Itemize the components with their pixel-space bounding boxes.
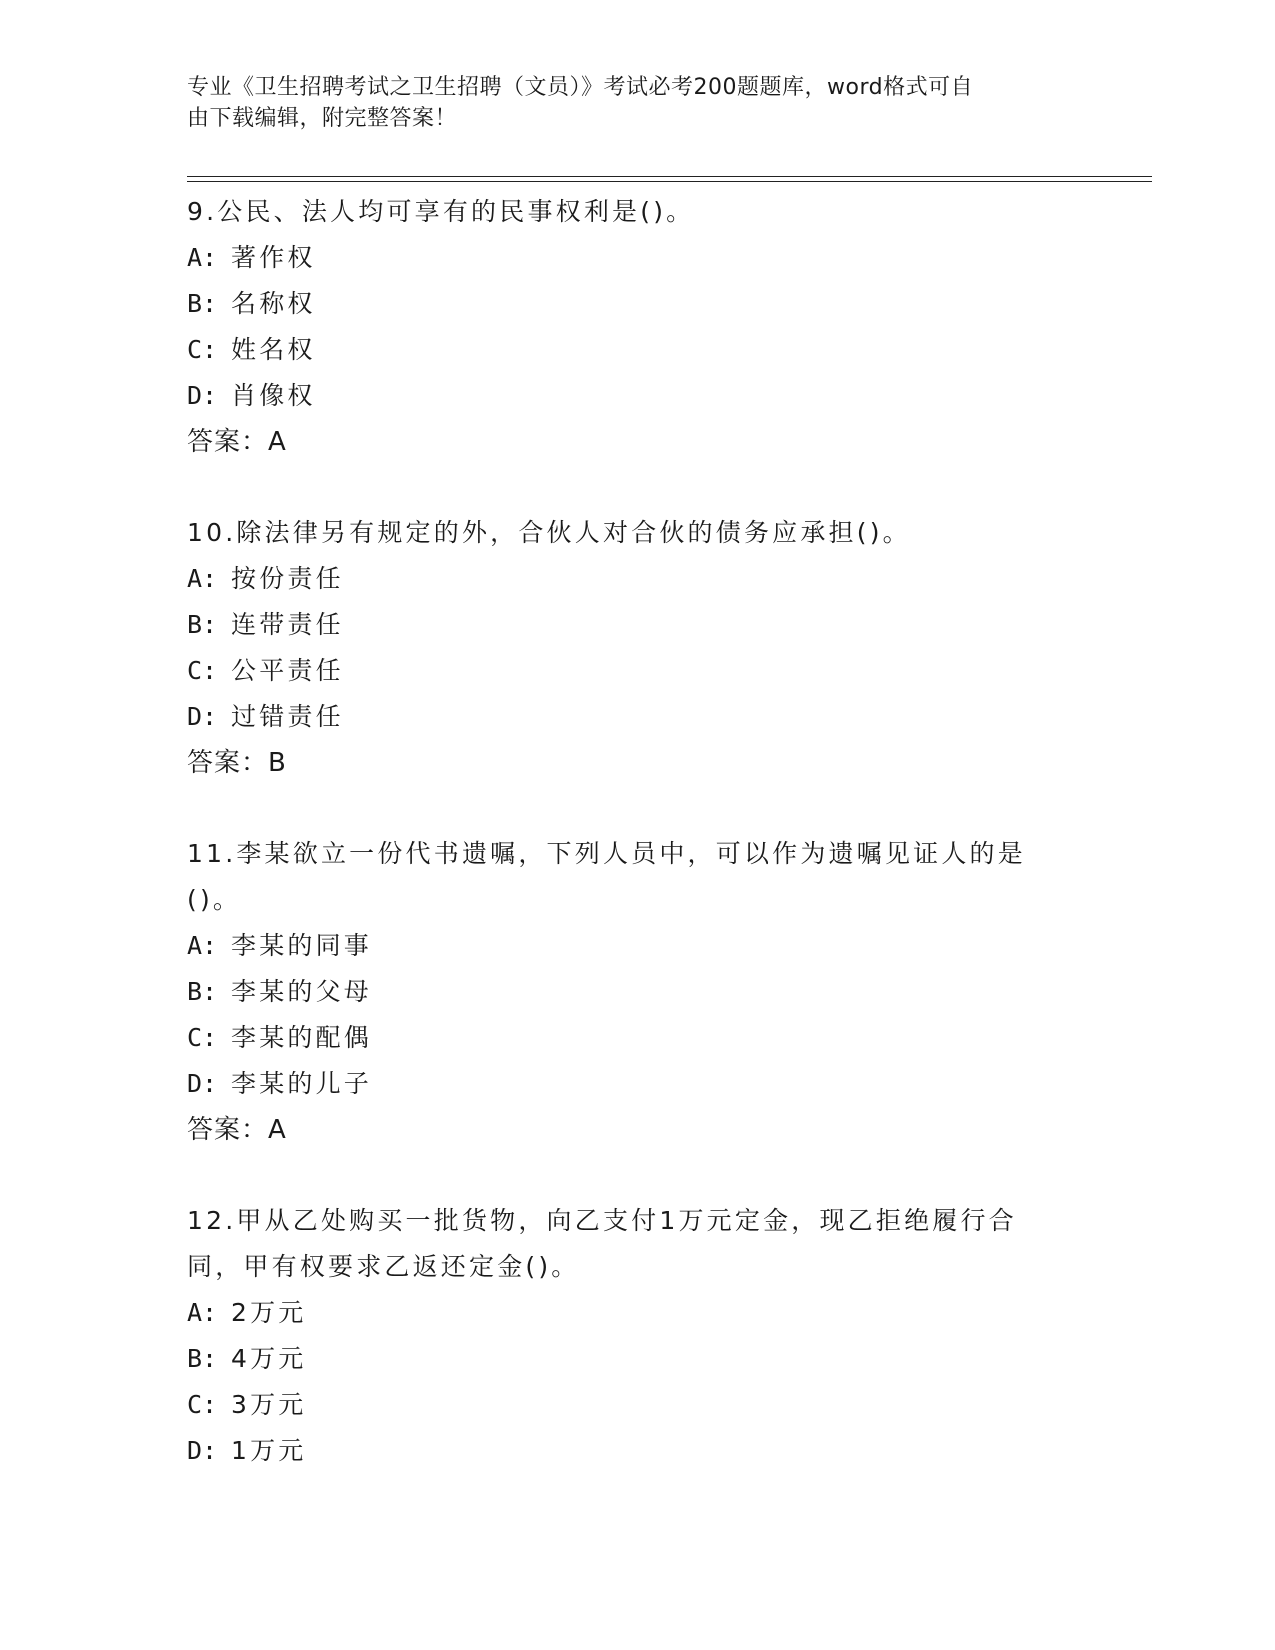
option-key: D: — [187, 1436, 218, 1465]
option-text: 公平责任 — [231, 656, 344, 685]
option-key: B: — [187, 977, 218, 1006]
question-text: 10.除法律另有规定的外，合伙人对合伙的债务应承担()。 — [187, 518, 911, 547]
header-line-1: 专业《卫生招聘考试之卫生招聘（文员）》考试必考200题题库，word格式可自 — [187, 75, 974, 100]
option-key: D: — [187, 702, 218, 731]
answer-line: 答案：A — [187, 427, 287, 457]
option-key: A: — [187, 1298, 218, 1327]
option-key: C: — [187, 1023, 218, 1052]
option-c — [187, 1382, 1087, 1428]
option-text: 名称权 — [231, 289, 316, 318]
option-text: 4万元 — [231, 1344, 307, 1373]
option-key: C: — [187, 656, 218, 685]
option-b — [187, 602, 1087, 648]
option-d — [187, 694, 1087, 740]
option-c — [187, 327, 1087, 373]
option-d — [187, 373, 1087, 419]
header-rule-top — [187, 176, 1152, 177]
option-d — [187, 1061, 1087, 1107]
option-text: 2万元 — [231, 1298, 307, 1327]
option-c — [187, 1015, 1087, 1061]
option-text: 3万元 — [231, 1390, 307, 1419]
question-12 — [187, 1198, 1087, 1474]
question-text: 12.甲从乙处购买一批货物，向乙支付1万元定金，现乙拒绝履行合同，甲有权要求乙返还定金()。 — [187, 1206, 1017, 1281]
option-text: 连带责任 — [231, 610, 344, 639]
option-key: C: — [187, 1390, 218, 1419]
option-b — [187, 281, 1087, 327]
option-d — [187, 1428, 1087, 1474]
option-b — [187, 1336, 1087, 1382]
header-rule-bottom — [187, 181, 1152, 182]
option-text: 过错责任 — [231, 702, 344, 731]
option-key: A: — [187, 243, 218, 272]
answer-line: 答案：A — [187, 1115, 287, 1145]
option-key: D: — [187, 1069, 218, 1098]
option-key: B: — [187, 1344, 218, 1373]
option-a — [187, 923, 1087, 969]
answer-line: 答案：B — [187, 748, 287, 778]
document-header — [187, 72, 1067, 134]
option-b — [187, 969, 1087, 1015]
option-text: 李某的配偶 — [231, 1023, 373, 1052]
option-key: A: — [187, 931, 218, 960]
option-text: 李某的同事 — [231, 931, 373, 960]
header-line-2: 由下载编辑，附完整答案！ — [187, 106, 458, 131]
option-key: B: — [187, 610, 218, 639]
option-text: 李某的父母 — [231, 977, 373, 1006]
option-text: 1万元 — [231, 1436, 307, 1465]
option-a — [187, 1290, 1087, 1336]
question-list — [187, 189, 1087, 1519]
question-text: 9.公民、法人均可享有的民事权利是()。 — [187, 197, 695, 226]
option-text: 李某的儿子 — [231, 1069, 373, 1098]
question-10 — [187, 510, 1087, 786]
option-key: B: — [187, 289, 218, 318]
option-text: 肖像权 — [231, 381, 316, 410]
option-c — [187, 648, 1087, 694]
option-text: 按份责任 — [231, 564, 344, 593]
option-a — [187, 235, 1087, 281]
option-a — [187, 556, 1087, 602]
option-text: 姓名权 — [231, 335, 316, 364]
question-11 — [187, 831, 1087, 1153]
option-text: 著作权 — [231, 243, 316, 272]
question-text: 11.李某欲立一份代书遗嘱，下列人员中，可以作为遗嘱见证人的是()。 — [187, 839, 1026, 914]
option-key: D: — [187, 381, 218, 410]
question-9 — [187, 189, 1087, 465]
option-key: A: — [187, 564, 218, 593]
option-key: C: — [187, 335, 218, 364]
